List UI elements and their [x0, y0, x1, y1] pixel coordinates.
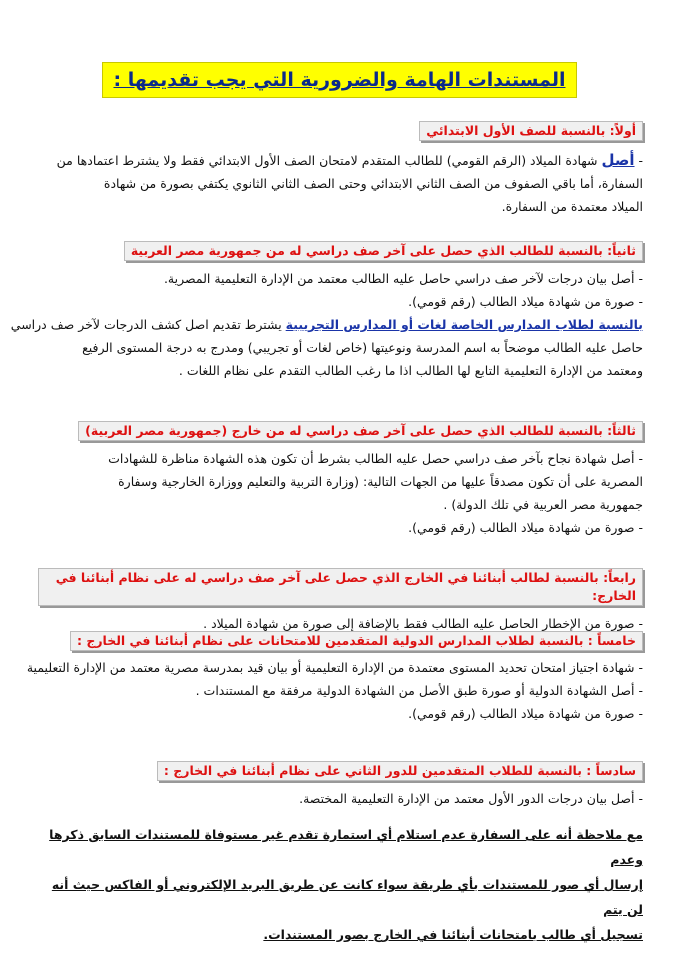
section-1 — [38, 120, 643, 218]
section-2-sub-text: يشترط تقديم اصل كشف الدرجات لآخر صف دراسي — [10, 317, 282, 332]
title-wrapper — [0, 62, 679, 98]
section-3-bullet-1-line-1: - أصل شهادة نجاح بآخر صف دراسي حصل عليه الطالب بشرط أن تكون هذه الشهادة مناظرة للشهادات — [38, 447, 643, 470]
section-6-bullet: - أصل بيان درجات الدور الأول معتمد من الإدارة التعليمية المختصة. — [38, 787, 643, 810]
section-1-heading: أولاً: بالنسبة للصف الأول الابتدائي — [419, 121, 643, 141]
section-5-heading: خامساً : بالنسبة لطلاب المدارس الدولية المتقدمين للامتحانات على نظام أبنائنا في الخارج : — [70, 631, 643, 651]
document-title: المستندات الهامة والضرورية التي يجب تقديمها : — [102, 62, 576, 98]
note-line-1: مع ملاحظة أنه على السفارة عدم استلام أي استمارة تقدم غير مستوفاة للمستندات السابق ذكرها وعدم — [49, 827, 643, 867]
note-line-3: تسجيل أي طالب بامتحانات أبنائنا في الخارج بصور المستندات. — [263, 927, 643, 942]
section-6-heading: سادساً : بالنسبة للطلاب المتقدمين للدور الثاني على نظام أبنائنا في الخارج : — [157, 761, 643, 781]
section-2-bullet-1: - أصل بيان درجات لآخر صف دراسي حاصل عليه الطالب معتمد من الإدارة التعليمية المصرية. — [38, 267, 643, 290]
section-3-bullet-1-line-3: جمهورية مصر العربية في تلك الدولة) . — [443, 497, 643, 512]
section-2-bullet-2: - صورة من شهادة ميلاد الطالب (رقم قومي). — [38, 290, 643, 313]
section-1-line-2: السفارة، أما باقي الصفوف من الصف الثاني الابتدائي وحتى الصف الثاني الثانوي يكتفي بصورة من شهادة — [103, 176, 643, 191]
section-1-label: أصل — [601, 151, 635, 169]
section-2-sub-line-2: حاصل عليه الطالب موضحاً به اسم المدرسة ونوعيتها (خاص لغات أو تجريبي) ومدرج به درجة المستوى الرفيع — [82, 340, 643, 355]
section-1-line-3: الميلاد معتمدة من السفارة. — [501, 199, 643, 214]
section-4 — [38, 568, 643, 635]
section-3-bullet-2: - صورة من شهادة ميلاد الطالب (رقم قومي). — [38, 516, 643, 539]
section-6 — [38, 760, 643, 810]
section-4-heading: رابعاً: بالنسبة لطالب أبنائنا في الخارج الذي حصل على آخر صف دراسي له على نظام أبنائنا في الخارج: — [38, 568, 643, 606]
section-2-sub-line-3: ومعتمد من الإدارة التعليمية التابع لها الطالب اذا ما رغب الطالب التقدم على نظام اللغات . — [178, 363, 643, 378]
section-5-bullet-1: - شهادة اجتياز امتحان تحديد المستوى معتمدة من الإدارة التعليمية أو بيان قيد بمدرسة مصرية معتمد من الإدارة التعليمية — [38, 656, 643, 679]
section-3-heading: ثالثاً: بالنسبة للطالب الذي حصل على آخر صف دراسي له من خارج (جمهورية مصر العربية) — [78, 421, 643, 441]
note-block — [38, 822, 643, 947]
section-2-heading: ثانياً: بالنسبة للطالب الذي حصل على آخر صف دراسي له من جمهورية مصر العربية — [124, 241, 643, 261]
section-5-bullet-3: - صورة من شهادة ميلاد الطالب (رقم قومي). — [38, 702, 643, 725]
note-line-2: إرسال أي صور للمستندات بأي طريقة سواء كانت عن طريق البريد الإلكتروني أو الفاكس حيث أنه لن يتم — [51, 877, 643, 917]
section-1-text-1: شهادة الميلاد (الرقم القومي) للطالب المتقدم لامتحان الصف الأول الابتدائي فقط ولا يشترط اعتمادها من — [56, 153, 598, 168]
section-2-sub-line-1 — [10, 313, 643, 336]
section-2-sub-label: بالنسبة لطلاب المدارس الخاصة لغات أو المدارس التجريبية — [285, 317, 643, 332]
section-2 — [10, 240, 643, 382]
section-5 — [26, 630, 643, 725]
section-1-line-1: - أصل شهادة الميلاد (الرقم القومي) للطالب المتقدم لامتحان الصف الأول الابتدائي فقط ولا يشترط اعتمادها من — [56, 151, 643, 169]
section-3 — [38, 420, 643, 539]
section-5-bullet-2: - أصل الشهادة الدولية أو صورة طبق الأصل من الشهادة الدولية مرفقة مع المستندات . — [38, 679, 643, 702]
section-4-bullet: - صورة من الإخطار الحاصل عليه الطالب فقط بالإضافة إلى صورة من شهادة الميلاد . — [38, 612, 643, 635]
section-3-bullet-1-line-2: المصرية على أن تكون مصدقاً عليها من الجهات التالية: (وزارة التربية والتعليم ووزارة الخارجية وسفارة — [118, 474, 643, 489]
